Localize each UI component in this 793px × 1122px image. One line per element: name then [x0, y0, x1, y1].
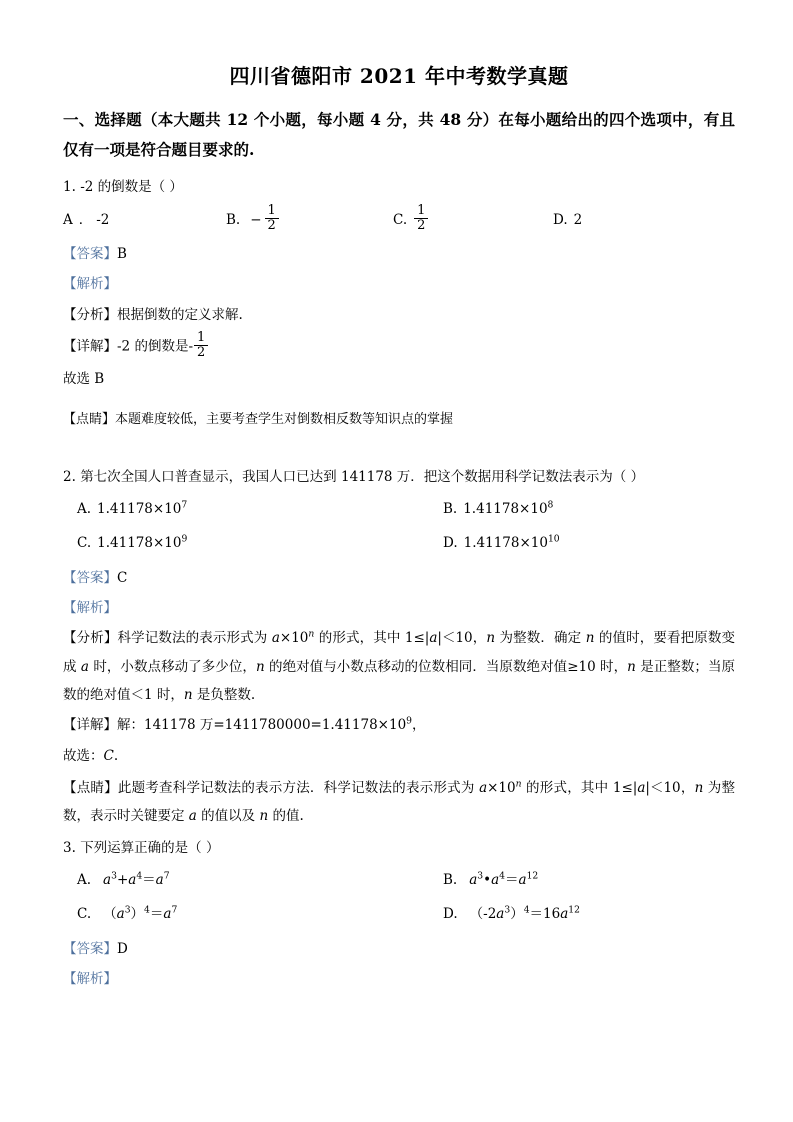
option-b-value — [463, 496, 553, 523]
question-2-dianjing — [63, 774, 735, 831]
question-3-option-b[interactable] — [443, 864, 538, 898]
option-d-label: D. — [443, 535, 458, 552]
question-1-fenxi-text: 根据倒数的定义求解. — [117, 306, 243, 323]
mantissa: 1.41178 — [97, 501, 153, 518]
option-a-value: -2 — [96, 211, 110, 228]
var-a: a — [271, 630, 280, 647]
question-2-option-b[interactable] — [443, 493, 553, 527]
question-2-xiangjie — [63, 712, 735, 740]
var-n: n — [259, 807, 269, 824]
option-d-label: D. — [553, 211, 568, 228]
fraction-numerator: 1 — [197, 330, 206, 346]
xiangjie-fraction — [194, 331, 208, 361]
option-b-sign: − — [250, 211, 262, 228]
times-symbol: × — [519, 535, 531, 552]
exponent: 9 — [406, 715, 412, 727]
answer-tag: 【答案】 — [63, 569, 117, 586]
question-3-number: 3. — [63, 840, 76, 857]
var-n-exponent: n — [515, 778, 522, 790]
conclusion-answer: C — [103, 747, 114, 764]
var-n-exponent: n — [308, 628, 315, 640]
option-b-label: B. — [226, 211, 241, 228]
question-2-stem-text: 第七次全国人口普查显示，我国人口已达到 141178 万．把这个数据用科学记数法表示为（ ） — [80, 468, 645, 485]
option-c-fraction — [414, 204, 428, 234]
question-3-option-c[interactable] — [77, 898, 177, 932]
question-1-option-a[interactable] — [63, 203, 109, 237]
question-1-answer-line — [63, 241, 735, 267]
dianjing-text-4: |＜10， — [645, 779, 695, 796]
question-1-conclusion: 故选 B — [63, 370, 105, 387]
dianjing-tag: 【点睛】 — [63, 411, 116, 427]
exponent: 8 — [547, 499, 554, 511]
question-2-option-d[interactable] — [443, 527, 560, 561]
question-3-analysis-head — [63, 966, 735, 992]
option-d-label: D. — [443, 906, 458, 923]
dianjing-text-5: 为整数，表示时关键要定 — [63, 779, 735, 824]
question-block-3 — [63, 836, 735, 992]
var-n: n — [585, 630, 595, 647]
dianjing-tag: 【点睛】 — [63, 779, 118, 796]
option-c-expression: $(a^3)^4=a^7$ — [103, 904, 178, 923]
times-symbol: × — [152, 535, 165, 552]
fenxi-text-1: 科学记数法的表示形式为 — [117, 630, 272, 647]
fenxi-tag: 【分析】 — [63, 306, 117, 323]
fraction-denominator: 2 — [414, 218, 428, 234]
question-3-stem-text: 下列运算正确的是（ ） — [80, 840, 220, 857]
question-3-stem — [63, 836, 735, 862]
question-1-stem-text: -2 的倒数是（ ） — [80, 179, 183, 196]
dianjing-text-2: ×10 — [487, 779, 516, 796]
fraction-denominator: 2 — [265, 218, 279, 234]
question-2-answer-value: C — [117, 569, 128, 586]
fenxi-text-9: 是正整数；当原数的绝对值＜1 时， — [63, 658, 736, 703]
question-2-analysis-head — [63, 595, 735, 621]
analysis-tag: 【解析】 — [63, 971, 117, 988]
question-1-stem — [63, 175, 735, 201]
option-d-value — [464, 530, 560, 557]
fraction-numerator: 1 — [267, 203, 276, 219]
conclusion-prefix: 故选： — [63, 747, 104, 764]
question-1-xiangjie-text: -2 的倒数是- — [117, 338, 194, 355]
fenxi-tag: 【分析】 — [63, 630, 118, 647]
option-b-label: B. — [443, 872, 458, 889]
base: 10 — [164, 501, 182, 518]
option-c-value — [97, 530, 187, 557]
base: 10 — [164, 535, 182, 552]
question-1-number: 1. — [63, 179, 76, 196]
option-a-label: A. — [77, 872, 92, 889]
question-3-options — [63, 864, 735, 932]
question-3-answer-line — [63, 936, 735, 962]
question-1-xiangjie — [63, 332, 735, 362]
fenxi-text-10: 是负整数. — [192, 686, 256, 703]
var-n: n — [183, 686, 193, 703]
option-b-fraction — [265, 204, 279, 234]
question-2-answer-line — [63, 565, 735, 591]
option-a-sep: ． — [78, 211, 93, 228]
dianjing-text-1: 此题考查科学记数法的表示方法．科学记数法的表示形式为 — [117, 779, 480, 796]
question-block-1 — [63, 175, 735, 433]
analysis-tag: 【解析】 — [63, 276, 117, 293]
mantissa: 1.41178 — [463, 535, 520, 552]
times-symbol: × — [152, 501, 165, 518]
option-a-label: A — [63, 211, 73, 228]
var-n: n — [627, 658, 636, 675]
option-a-value — [97, 496, 187, 523]
question-2-conclusion — [63, 743, 735, 771]
option-d-value: 2 — [573, 211, 583, 228]
question-2-xiangjie-text: 解：141178 万=1411780000=1.41178×10 — [117, 717, 407, 734]
question-3-option-d[interactable] — [443, 898, 580, 932]
option-a-expression: $a^3+a^4=a^7$ — [103, 870, 170, 889]
question-1-option-d[interactable] — [553, 203, 582, 237]
question-2-fenxi — [63, 624, 735, 709]
option-c-label: C. — [77, 906, 92, 923]
question-1-analysis-head — [63, 271, 735, 297]
dianjing-text-3: 的形式，其中 1≤| — [521, 779, 638, 796]
fenxi-text-8: 的绝对值与小数点移动的位数相同．当原数绝对值≥10 时， — [264, 658, 628, 675]
mantissa: 1.41178 — [97, 535, 153, 552]
exponent: 10 — [547, 533, 560, 545]
xiangjie-tag: 【详解】 — [63, 338, 117, 355]
fenxi-text-4: |＜10， — [437, 630, 487, 647]
exponent: 9 — [181, 533, 188, 545]
mantissa: 1.41178 — [463, 501, 520, 518]
dianjing-text-6: 的值以及 — [196, 807, 260, 824]
var-n: n — [694, 779, 704, 796]
answer-tag: 【答案】 — [63, 246, 117, 263]
var-a: a — [80, 658, 89, 675]
section-heading: 一、选择题（本大题共 12 个小题，每小题 4 分，共 48 分）在每小题给出的四个选项中，有且仅有一项是符合题目要求的. — [63, 110, 735, 160]
times-symbol: × — [519, 501, 531, 518]
question-2-option-c[interactable] — [77, 527, 187, 561]
analysis-tag: 【解析】 — [63, 599, 117, 616]
var-a: a — [637, 779, 646, 796]
fenxi-text-5: 为整数．确定 — [495, 630, 586, 647]
fenxi-text-6: 的值时，要看把原数变成 — [63, 630, 735, 675]
option-b-label: B. — [443, 501, 458, 518]
option-b-expression: $a^3•a^4=a^{12}$ — [469, 870, 539, 889]
var-a: a — [429, 630, 438, 647]
question-2-xiangjie-suffix: ， — [412, 717, 426, 734]
question-2-option-a[interactable] — [77, 493, 187, 527]
question-2-stem — [63, 465, 735, 491]
base: 10 — [530, 535, 548, 552]
base: 10 — [530, 501, 548, 518]
option-a-label: A. — [77, 501, 92, 518]
question-2-number: 2. — [63, 468, 76, 485]
var-n: n — [255, 658, 265, 675]
option-c-label: C. — [393, 211, 408, 228]
question-3-option-a[interactable] — [77, 864, 170, 898]
question-1-answer-value: B — [117, 246, 127, 263]
question-1-dianjing-text: 本题难度较低，主要考查学生对倒数相反数等知识点的掌握 — [115, 411, 454, 427]
var-a: a — [479, 779, 488, 796]
conclusion-suffix: . — [113, 747, 119, 764]
fraction-denominator: 2 — [194, 345, 208, 361]
question-1-option-c[interactable] — [393, 203, 429, 237]
dianjing-text-7: 的值. — [268, 807, 304, 824]
question-1-options — [63, 203, 735, 237]
page-title: 四川省德阳市 2021 年中考数学真题 — [229, 64, 569, 88]
question-1-option-b[interactable] — [226, 203, 280, 237]
fraction-numerator: 1 — [417, 203, 426, 219]
question-1-fenxi — [63, 301, 735, 329]
question-1-dianjing — [63, 407, 735, 433]
var-n: n — [486, 630, 496, 647]
fenxi-text-2: ×10 — [279, 630, 309, 647]
spacer — [63, 433, 735, 459]
question-3-answer-value: D — [117, 940, 128, 957]
fenxi-text-3: 的形式，其中 1≤| — [314, 630, 430, 647]
xiangjie-tag: 【详解】 — [63, 717, 117, 734]
option-d-expression: $(-2a^3)^4=16a^{12}$ — [469, 904, 580, 923]
fenxi-text-7: 时，小数点移动了多少位， — [88, 658, 256, 675]
var-a: a — [188, 807, 197, 824]
question-2-options — [63, 493, 735, 561]
exponent: 7 — [181, 499, 188, 511]
question-block-2 — [63, 465, 735, 830]
option-c-label: C. — [77, 535, 92, 552]
answer-tag: 【答案】 — [63, 940, 117, 957]
